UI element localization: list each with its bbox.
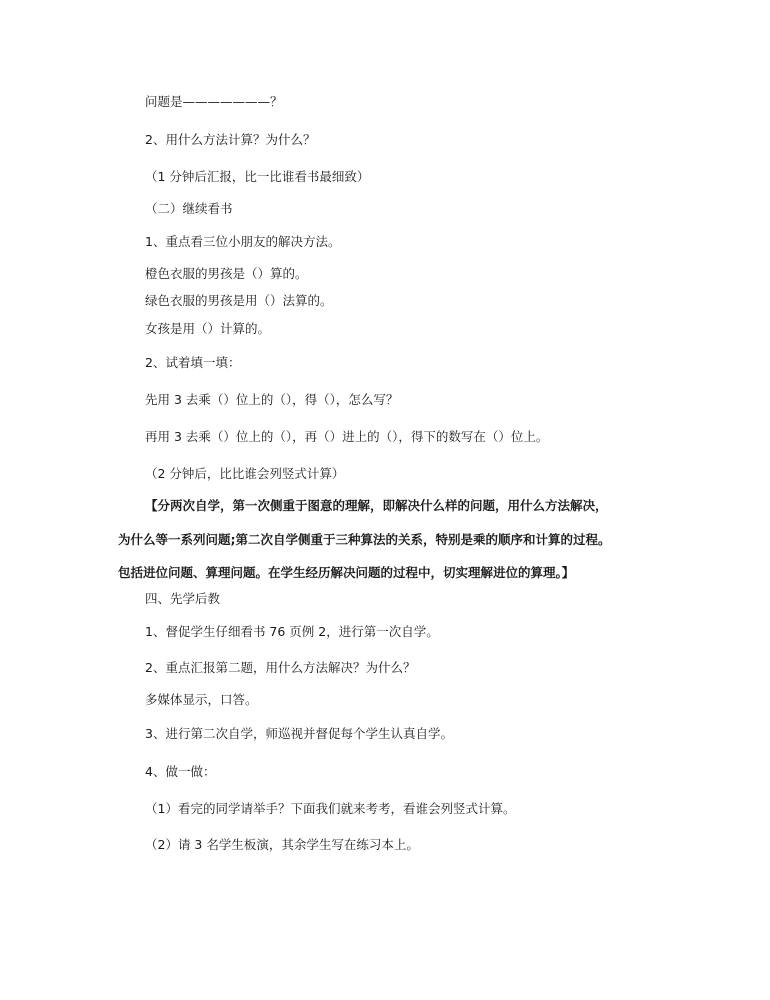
step-2-report: 2、重点汇报第二题，用什么方法解决？为什么？: [145, 660, 416, 675]
note-paragraph-line-3: 包括进位问题、算理问题。在学生经历解决问题的过程中，切实理解进位的算理。】: [118, 565, 575, 580]
step-1-supervise: 1、督促学生仔细看书 76 页例 2，进行第一次自学。: [145, 624, 439, 639]
step-3-second-study: 3、进行第二次自学，师巡视并督促每个学生认真自学。: [145, 726, 453, 741]
report-note-2: （2 分钟后，比比谁会列竖式计算）: [145, 466, 345, 481]
orange-boy-line: 橙色衣服的男孩是（）算的。: [145, 266, 308, 281]
practice-item-2: （2）请 3 名学生板演，其余学生写在练习本上。: [145, 837, 419, 852]
note-paragraph-line-1: 【分两次自学，第一次侧重于图意的理解，即解决什么样的问题，用什么方法解决，: [145, 498, 608, 513]
note-paragraph-line-2: 为什么等一系列问题;第二次自学侧重于三种算法的关系，特别是乘的顺序和计算的过程。: [118, 532, 611, 547]
multimedia-note: 多媒体显示，口答。: [145, 692, 258, 707]
fill-in-sentence-1: 先用 3 去乘（）位上的（），得（），怎么写？: [145, 392, 399, 407]
step-4-practice: 4、做一做：: [145, 764, 216, 779]
fill-in-sentence-2: 再用 3 去乘（）位上的（），再（）进上的（），得下的数写在（）位上。: [145, 429, 549, 444]
step-1-focus-methods: 1、重点看三位小朋友的解决方法。: [145, 234, 341, 249]
section-learn-first: 四、先学后教: [145, 591, 221, 606]
practice-item-1: （1）看完的同学请举手？下面我们就来考考，看谁会列竖式计算。: [145, 801, 516, 816]
green-boy-line: 绿色衣服的男孩是用（）法算的。: [145, 293, 333, 308]
report-note-1: （1 分钟后汇报，比一比谁看书最细致）: [145, 169, 370, 184]
question-line: 问题是———————？: [145, 94, 283, 109]
step-2-method-question: 2、用什么方法计算？为什么？: [145, 132, 316, 147]
section-continue-reading: （二）继续看书: [145, 201, 233, 216]
step-2-fill-in: 2、试着填一填：: [145, 355, 241, 370]
girl-line: 女孩是用（）计算的。: [145, 321, 271, 336]
